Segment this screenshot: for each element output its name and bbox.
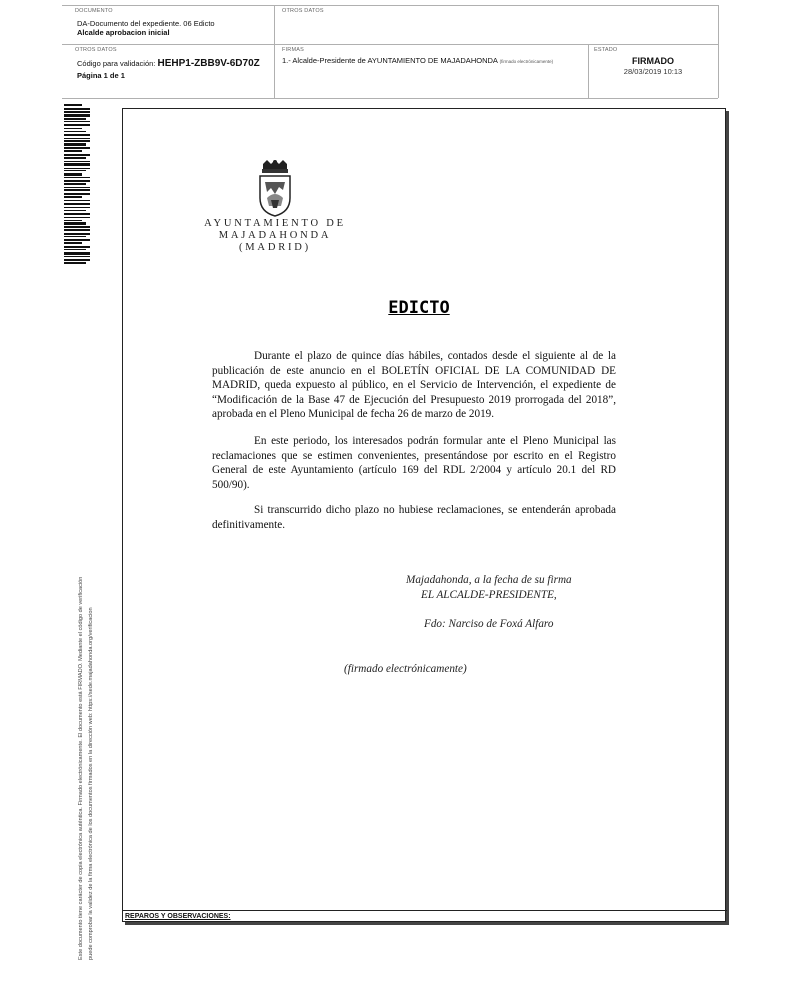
barcode-bar: [64, 193, 90, 195]
barcode-bar: [64, 226, 90, 228]
pagina-indicator: Página 1 de 1: [77, 71, 125, 80]
signature-role: EL ALCALDE-PRESIDENTE,: [421, 589, 557, 601]
barcode-bar: [64, 256, 90, 258]
barcode-bar: [64, 157, 86, 159]
reparos-observaciones-label: REPAROS Y OBSERVACIONES:: [122, 910, 727, 923]
codigo-label: OTROS DATOS: [75, 47, 117, 53]
signature-place-date: Majadahonda, a la fecha de su firma: [406, 574, 572, 586]
estado-label: ESTADO: [594, 47, 618, 53]
barcode-bar: [64, 200, 90, 202]
estado-date: 28/03/2019 10:13: [623, 67, 683, 76]
barcode-bar: [64, 168, 90, 170]
page-title: EDICTO: [388, 298, 450, 318]
barcode-bar: [64, 118, 86, 120]
estado-value: FIRMADO: [632, 56, 674, 66]
barcode-bar: [64, 138, 90, 139]
barcode-bar: [64, 239, 90, 241]
barcode-bar: [64, 207, 90, 209]
barcode-bar: [64, 242, 82, 244]
barcode-bar: [64, 134, 90, 136]
barcode-bar: [64, 161, 90, 163]
side-validation-text-1: Este documento tiene carácter de copia electrónica auténtica. Firmado electrónicamente. El documento está FIRMADO. Mediante el código de verificación: [78, 576, 84, 960]
barcode-bar: [64, 108, 90, 110]
side-validation-text-2: puede comprobar la validez de la firma electrónica de los documentos firmados en la dirección web: https://sede.majadahonda.org/verificacion: [88, 607, 94, 960]
barcode-bar: [64, 170, 86, 171]
barcode-bar: [64, 249, 86, 251]
barcode-bar: [64, 124, 90, 126]
body-paragraph-1: Durante el plazo de quince días hábiles, contados desde el siguiente al de la publicación de este anuncio en el BOLETÍN OFICIAL DE LA COMUNIDAD DE MADRID, queda expuesto al público, en el Servicio de Intervención, el expediente de “Modificación de la Base 47 de Ejecución del Presupuesto 2019 prorrogada del 2018”, aprobada en el Pleno Municipal de fecha 26 de marzo de 2019.: [212, 350, 616, 421]
codigo-value[interactable]: HEHP1-ZBB9V-6D70Z: [157, 58, 260, 69]
barcode-bar: [64, 187, 90, 188]
barcode-bar: [64, 259, 90, 261]
body-paragraph-2: En este periodo, los interesados podrán formular ante el Pleno Municipal las reclamaciones que se estimen convenientes, presentándose por escrito en el Registro General de este Ayuntamiento (artículo 169 del RDL 2/2004 y artículo 20.1 del RD 500/90).: [212, 435, 616, 491]
barcode-bar: [64, 143, 86, 145]
barcode-bar: [64, 121, 90, 122]
letterhead-line2: MAJADAHONDA: [218, 230, 332, 241]
otros-datos-label: OTROS DATOS: [282, 8, 324, 14]
firmas-label: FIRMAS: [282, 47, 304, 53]
barcode-bar: [64, 163, 90, 165]
barcode-bar: [64, 183, 86, 185]
barcode-bar: [64, 220, 82, 221]
letterhead-line3: (MADRID): [239, 242, 311, 253]
letterhead-line1: AYUNTAMIENTO DE: [204, 218, 346, 229]
barcode-bar: [64, 111, 90, 113]
barcode-bar: [64, 217, 90, 219]
barcode-bar: [64, 104, 82, 106]
barcode-bar: [64, 236, 86, 237]
barcode-bar: [64, 177, 90, 179]
barcode-bar: [64, 233, 90, 235]
barcode-graphic: [64, 104, 90, 266]
barcode-bar: [64, 173, 82, 175]
firma-text: 1.- Alcalde-Presidente de AYUNTAMIENTO DE MAJADAHONDA: [282, 56, 498, 65]
barcode-bar: [64, 150, 82, 152]
barcode-bar: [64, 128, 82, 130]
documento-line1: DA-Documento del expediente. 06 Edicto: [77, 19, 215, 28]
barcode-bar: [64, 213, 90, 215]
municipal-crest-icon: [257, 160, 293, 218]
barcode-bar: [64, 262, 86, 264]
signature-electronic-note: (firmado electrónicamente): [344, 663, 467, 675]
barcode-bar: [64, 131, 86, 133]
codigo-prefix: Código para validación:: [77, 59, 156, 68]
signature-name: Fdo: Narciso de Foxá Alfaro: [424, 618, 554, 630]
firma-small: (firmado electrónicamente): [499, 59, 554, 64]
barcode-bar: [64, 246, 90, 248]
barcode-bar: [64, 114, 90, 116]
body-paragraph-3: Si transcurrido dicho plazo no hubiese reclamaciones, se entenderán aprobada definitivamente.: [212, 504, 616, 531]
barcode-bar: [64, 222, 86, 224]
barcode-bar: [64, 229, 90, 231]
documento-line2: Alcalde aprobacion inicial: [77, 28, 170, 37]
barcode-bar: [64, 140, 90, 142]
documento-label: DOCUMENTO: [75, 8, 113, 14]
barcode-bar: [64, 180, 90, 182]
barcode-bar: [64, 196, 82, 198]
barcode-bar: [64, 210, 86, 212]
barcode-bar: [64, 189, 90, 191]
barcode-bar: [64, 147, 90, 149]
barcode-bar: [64, 252, 90, 254]
barcode-bar: [64, 154, 90, 156]
barcode-bar: [64, 203, 90, 205]
